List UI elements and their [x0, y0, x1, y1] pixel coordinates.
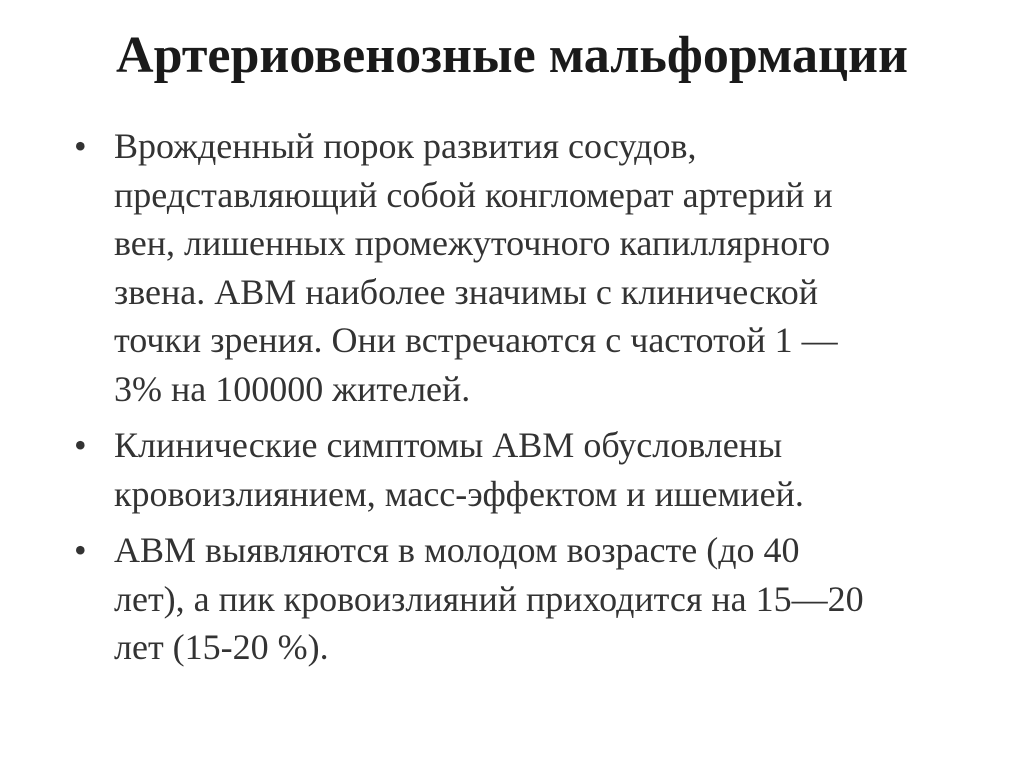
bullet-text — [114, 526, 954, 672]
text-line: Клинические симптомы АВМ обусловлены — [114, 425, 783, 465]
bullet-icon: • — [74, 425, 87, 465]
text-line: точки зрения. Они встречаются с частотой 1 — — [114, 320, 838, 360]
bullet-icon: • — [74, 530, 87, 570]
bullet-list — [74, 122, 954, 680]
text-line: АВМ выявляются в молодом возрасте (до 40 — [114, 530, 800, 570]
bullet-text — [114, 421, 954, 518]
text-line: кровоизлиянием, масс-эффектом и ишемией. — [114, 473, 804, 514]
text-line: вен, лишенных промежуточного капиллярного — [114, 223, 831, 263]
bullet-icon: • — [74, 126, 87, 166]
text-line: 3% на 100000 жителей. — [114, 368, 471, 409]
bullet-item-3 — [74, 526, 954, 672]
slide-title: Артериовенозные мальформации — [116, 27, 908, 84]
text-line: Врожденный порок развития сосудов, — [114, 126, 697, 166]
text-line: звена. АВМ наиболее значимы с клинической — [114, 271, 819, 312]
bullet-item-2 — [74, 421, 954, 518]
bullet-item-1 — [74, 122, 954, 413]
bullet-text — [114, 122, 954, 413]
text-line: представляющий собой конгломерат артерий и — [114, 174, 833, 215]
text-line: лет (15-20 %). — [114, 627, 329, 667]
text-line: лет), а пик кровоизлияний приходится на 15—20 — [114, 578, 864, 619]
